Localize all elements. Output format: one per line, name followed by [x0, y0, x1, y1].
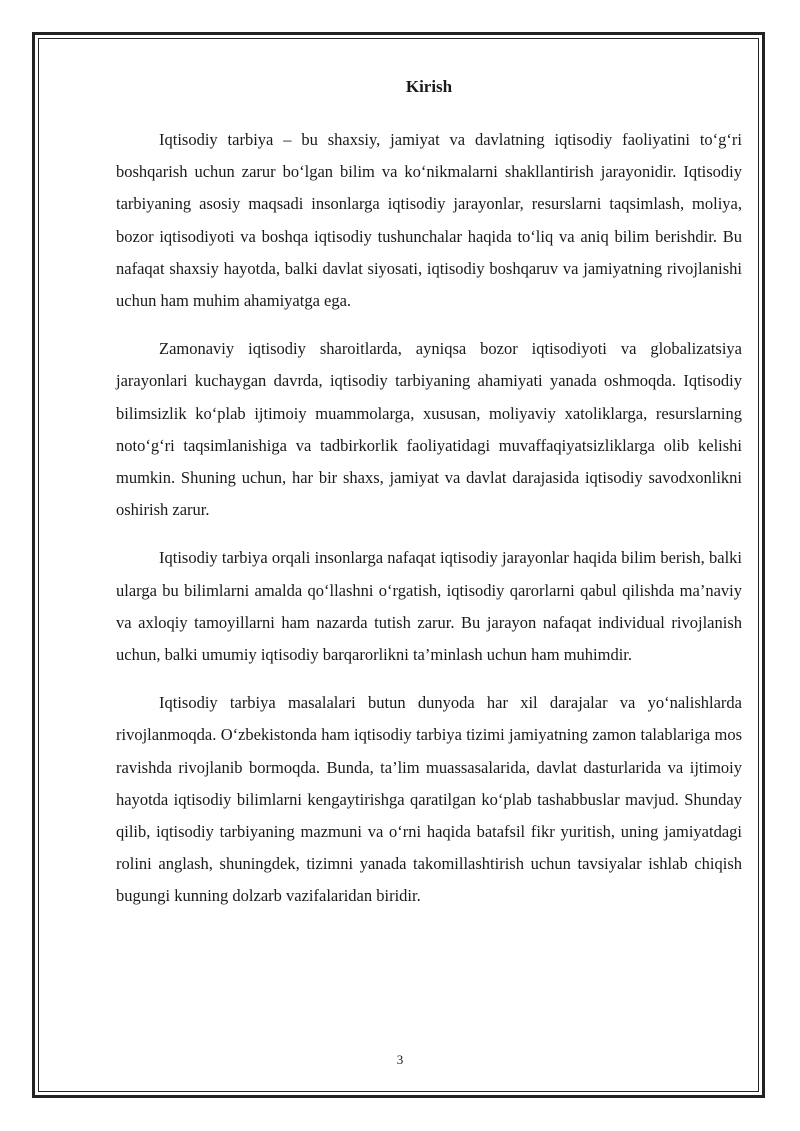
paragraph-3: Iqtisodiy tarbiya orqali insonlarga nafaqat iqtisodiy jarayonlar haqida bilim berish, balki ularga bu bilimlarni amalda qo‘llashni o‘rgatish, iqtisodiy qarorlarni qabul qilishda ma’naviy va axloqiy tamoyillarni ham nazarda tutish zarur. Bu jarayon nafaqat individual rivojlanish uchun, balki umumiy iqtisodiy barqarorlikni ta’minlash uchun ham muhimdir.: [116, 548, 742, 665]
paragraph-1: Iqtisodiy tarbiya – bu shaxsiy, jamiyat va davlatning iqtisodiy faoliyatini to‘g‘ri boshqarish uchun zarur bo‘lgan bilim va ko‘nikmalarni shakllantirish jarayonidir. Iqtisodiy tarbiyaning asosiy maqsadi insonlarga iqtisodiy jarayonlar, resurslarni taqsimlash, moliya, bozor iqtisodiyoti va boshqa iqtisodiy tushunchalar haqida to‘liq va aniq bilim berishdir. Bu nafaqat shaxsiy hayotda, balki davlat siyosati, iqtisodiy boshqaruv va jamiyatning rivojlanishi uchun ham muhim ahamiyatga ega.: [116, 130, 742, 311]
paragraph-2: Zamonaviy iqtisodiy sharoitlarda, ayniqsa bozor iqtisodiyoti va globalizatsiya jarayonlari kuchaygan davrda, iqtisodiy tarbiyaning ahamiyati yanada oshmoqda. Iqtisodiy bilimsizlik ko‘plab ijtimoiy muammolarga, xususan, moliyaviy xatoliklarga, resurslarning noto‘g‘ri taqsimlanishiga va tadbirkorlik faoliyatidagi muvaffaqiyatsizliklarga olib kelishi mumkin. Shuning uchun, har bir shaxs, jamiyat va davlat darajasida iqtisodiy savodxonlikni oshirish zarur.: [116, 339, 742, 520]
section-title: Kirish: [405, 77, 453, 96]
paragraph-4: Iqtisodiy tarbiya masalalari butun dunyoda har xil darajalar va yo‘nalishlarda rivojlanmoqda. O‘zbekistonda ham iqtisodiy tarbiya tizimi jamiyatning zamon talablariga mos ravishda rivojlanib bormoqda. Bunda, ta’lim muassasalarida, davlat dasturlarida va ijtimoiy hayotda iqtisodiy bilimlarni kengaytirishga qaratilgan ko‘plab tashabbuslar mavjud. Shunday qilib, iqtisodiy tarbiyaning mazmuni va o‘rni haqida batafsil fikr yuritish, uning jamiyatdagi rolini anglash, shuningdek, tizimni yanada takomillashtirish uchun tavsiyalar ishlab chiqish bugungi kunning dolzarb vazifalaridan biridir.: [116, 693, 742, 906]
document-body: [116, 72, 742, 929]
page-number: 3: [396, 1052, 404, 1067]
